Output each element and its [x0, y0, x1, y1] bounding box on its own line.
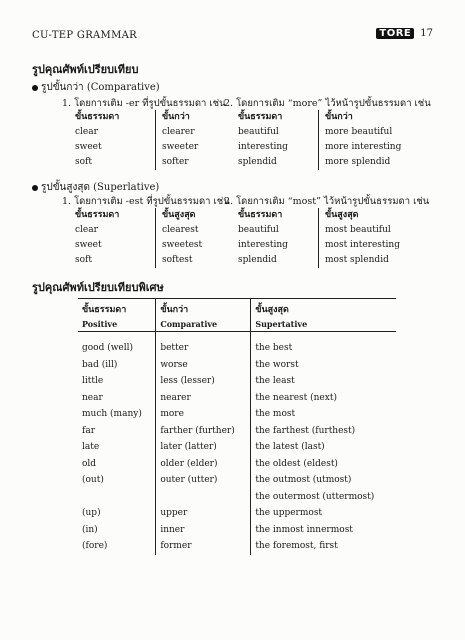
- table-row: [78, 406, 396, 423]
- table-header-row: [75, 110, 198, 125]
- cell-superlative: the oldest (eldest): [251, 456, 396, 473]
- cell-superlative: the inmost innermost: [251, 522, 396, 539]
- superlative-est-table: [75, 208, 202, 268]
- table-row: [78, 332, 396, 357]
- table-row: [78, 373, 396, 390]
- column-header-positive: ขั้นธรรมดา Positive: [78, 299, 156, 332]
- header-comparative: ขั้นกว่า: [155, 110, 190, 125]
- column-header-superlative: ขั้นสูงสุด Supertative: [251, 299, 396, 332]
- superlative-rule-2: 2. โดยการเติม “most” ไว้หน้ารูปขั้นธรรมดา เช่น: [224, 196, 430, 207]
- table-row: interesting most interesting: [238, 238, 400, 253]
- table-row: soft softest: [75, 253, 202, 268]
- table-row: sweet sweeter: [75, 140, 198, 155]
- cell-positive: old: [82, 458, 97, 469]
- cell-comparative: worse: [156, 357, 251, 374]
- cell-positive: (out): [82, 475, 104, 486]
- cell-superlative: the uppermost: [251, 505, 396, 522]
- table-row: [78, 522, 396, 539]
- cell-comparative: later (latter): [156, 439, 251, 456]
- bullet-dot-icon: [32, 85, 38, 91]
- cell-superlative: the foremost, first: [251, 538, 396, 555]
- comparative-label: รูปขั้นกว่า (Comparative): [41, 82, 160, 93]
- page-header-right: [376, 28, 433, 39]
- cell-comparative: outer (utter): [156, 472, 251, 489]
- header-superlative: ขั้นสูงสุด: [155, 208, 196, 223]
- superlative-most-table: [238, 208, 400, 268]
- table-row: [78, 456, 396, 473]
- header-positive: ขั้นธรรมดา: [238, 112, 283, 122]
- table-row: sweet sweetest: [75, 238, 202, 253]
- header-positive: ขั้นธรรมดา: [75, 112, 120, 122]
- header-positive: ขั้นธรรมดา: [238, 210, 283, 220]
- cell-positive: bad (ill): [82, 359, 118, 370]
- superlative-label: รูปขั้นสูงสุด (Superlative): [41, 182, 160, 193]
- table-row: [78, 439, 396, 456]
- cell-superlative: the least: [251, 373, 396, 390]
- superlative-rule-1: 1. โดยการเติม -est ที่รูปขั้นธรรมดา เช่น: [62, 196, 230, 207]
- cell-superlative: the best: [251, 332, 396, 357]
- cell-positive: little: [82, 376, 104, 387]
- cell-superlative: the latest (last): [251, 439, 396, 456]
- cell-comparative: farther (further): [156, 423, 251, 440]
- table-row: [78, 489, 396, 506]
- cell-comparative: [156, 489, 251, 506]
- cell-comparative: more: [156, 406, 251, 423]
- cell-comparative: upper: [156, 505, 251, 522]
- bullet-dot-icon: [32, 185, 38, 191]
- table-row: soft softer: [75, 155, 198, 170]
- header-comparative: ขั้นกว่า: [318, 110, 353, 125]
- cell-positive: good (well): [82, 343, 134, 354]
- section-title-comparison: รูปคุณศัพท์เปรียบเทียบ: [32, 63, 139, 76]
- publisher-logo: TORE: [376, 28, 414, 39]
- comparative-er-table: [75, 110, 198, 170]
- table-row: [78, 538, 396, 555]
- cell-comparative: less (lesser): [156, 373, 251, 390]
- cell-positive: [78, 489, 156, 506]
- book-title: CU-TEP GRAMMAR: [32, 30, 137, 41]
- table-header-row: [75, 208, 202, 223]
- cell-positive: much (many): [82, 409, 142, 420]
- table-row: splendid most splendid: [238, 253, 400, 268]
- cell-comparative: older (elder): [156, 456, 251, 473]
- table-row: [78, 390, 396, 407]
- table-row: beautiful more beautiful: [238, 125, 401, 140]
- cell-superlative: the most: [251, 406, 396, 423]
- table-header-row: [78, 299, 396, 332]
- comparative-more-table: [238, 110, 401, 170]
- cell-comparative: former: [156, 538, 251, 555]
- table-row: interesting more interesting: [238, 140, 401, 155]
- comparative-rule-1: 1. โดยการเติม -er ที่รูปขั้นธรรมดา เช่น: [62, 98, 226, 109]
- section-title-irregular: รูปคุณศัพท์เปรียบเทียบพิเศษ: [32, 281, 164, 294]
- cell-superlative: the farthest (furthest): [251, 423, 396, 440]
- header-positive: ขั้นธรรมดา: [75, 210, 120, 220]
- table-row: beautiful most beautiful: [238, 223, 400, 238]
- table-row: clear clearer: [75, 125, 198, 140]
- cell-comparative: inner: [156, 522, 251, 539]
- cell-superlative: the worst: [251, 357, 396, 374]
- comparative-heading: [32, 80, 160, 95]
- table-row: clear clearest: [75, 223, 202, 238]
- table-row: splendid more splendid: [238, 155, 401, 170]
- cell-positive: late: [82, 442, 100, 453]
- cell-superlative: the outmost (utmost): [251, 472, 396, 489]
- cell-positive: (fore): [82, 541, 108, 552]
- cell-positive: (up): [82, 508, 101, 519]
- cell-positive: (in): [82, 524, 98, 535]
- table-row: [78, 472, 396, 489]
- cell-comparative: better: [156, 332, 251, 357]
- superlative-heading: [32, 180, 159, 195]
- irregular-comparison-table: [78, 298, 396, 555]
- table-header-row: [238, 208, 400, 223]
- column-header-comparative: ขั้นกว่า Comparative: [156, 299, 251, 332]
- cell-superlative: the outermost (uttermost): [251, 489, 396, 506]
- cell-comparative: nearer: [156, 390, 251, 407]
- table-header-row: [238, 110, 401, 125]
- table-row: [78, 423, 396, 440]
- header-superlative: ขั้นสูงสุด: [318, 208, 359, 223]
- comparative-rule-2: 2. โดยการเติม “more” ไว้หน้ารูปขั้นธรรมดา เช่น: [224, 98, 431, 109]
- cell-superlative: the nearest (next): [251, 390, 396, 407]
- table-row: [78, 357, 396, 374]
- cell-positive: far: [82, 425, 95, 436]
- table-row: [78, 505, 396, 522]
- cell-positive: near: [82, 392, 103, 403]
- page-number: 17: [420, 28, 433, 39]
